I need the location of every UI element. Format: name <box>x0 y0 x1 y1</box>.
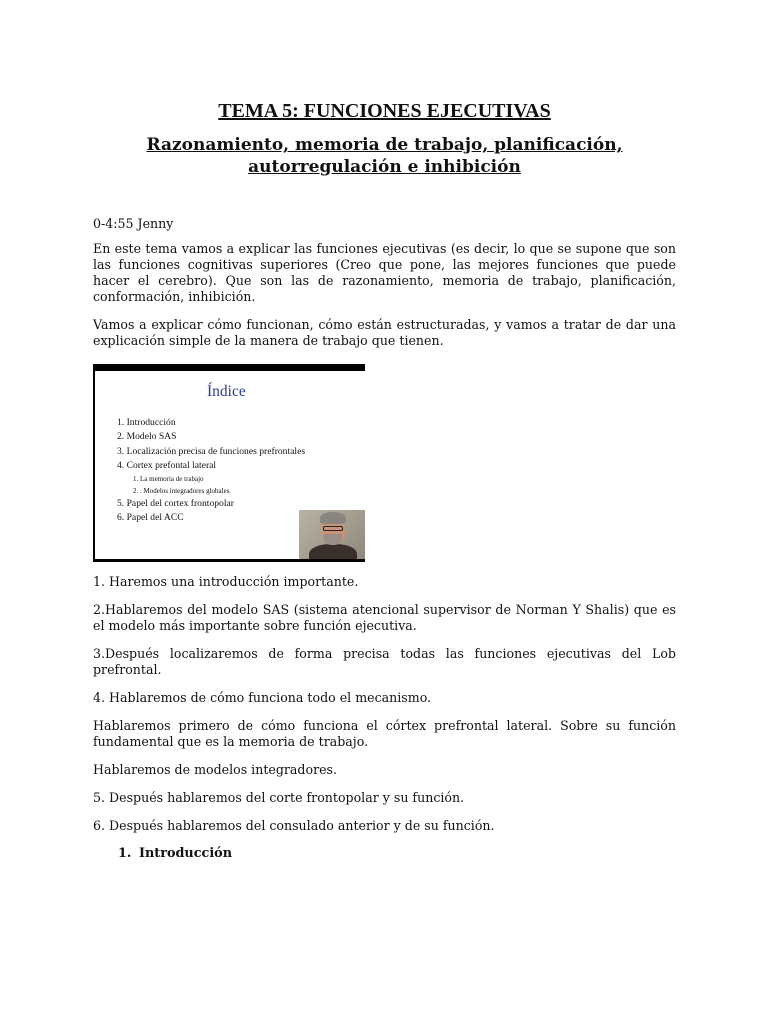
section-number: 1. <box>118 846 132 861</box>
body-paragraph: Hablaremos de modelos integradores. <box>93 762 338 777</box>
document-page <box>93 98 676 862</box>
body-paragraph: 4. Hablaremos de cómo funciona todo el mecanismo. <box>93 690 432 705</box>
speaker-timestamp: 0-4:55 Jenny <box>93 216 174 231</box>
intro-paragraph: Vamos a explicar cómo funcionan, cómo están estructuradas, y vamos a tratar de dar una explicación simple de la manera de trabajo que tienen. <box>93 317 676 348</box>
slide-list-subitem: 2. . Modelos integradores globales <box>133 487 230 496</box>
intro-paragraph: En este tema vamos a explicar las funciones ejecutivas (es decir, lo que se supone que son las funciones cognitivas superiores (Creo que pone, las mejores funciones que puede hacer el cerebro). Que son las de razonamiento, memoria de trabajo, planificación, conformación, inhibición. <box>93 241 676 304</box>
webcam-person-body <box>309 544 357 559</box>
webcam-thumbnail <box>299 510 365 559</box>
body-paragraph: 5. Después hablaremos del corte frontopolar y su función. <box>93 790 465 805</box>
slide-list-item: 2. Modelo SAS <box>117 431 177 443</box>
slide-title: Índice <box>207 383 246 400</box>
body-paragraph: 3.Después localizaremos de forma precisa todas las funciones ejecutivas del Lob prefrontal. <box>93 646 676 677</box>
slide-list-item: 5. Papel del cortex frontopolar <box>117 498 234 510</box>
slide-index-list <box>117 416 305 526</box>
webcam-person-hair <box>320 512 346 524</box>
body-paragraph: Hablaremos primero de cómo funciona el córtex prefrontal lateral. Sobre su función fundamental que es la memoria de trabajo. <box>93 718 676 749</box>
document-subtitle <box>93 134 676 178</box>
body-paragraph: 6. Después hablaremos del consulado anterior y de su función. <box>93 818 495 833</box>
document-title: TEMA 5: FUNCIONES EJECUTIVAS <box>218 100 551 122</box>
subtitle-line-2: autorregulación e inhibición <box>248 157 521 177</box>
subtitle-line-1: Razonamiento, memoria de trabajo, planificación, <box>146 135 623 155</box>
section-label: Introducción <box>139 846 233 861</box>
slide-list-item: 6. Papel del ACC <box>117 512 184 524</box>
section-heading <box>118 846 676 862</box>
body-paragraph: 2.Hablaremos del modelo SAS (sistema atencional supervisor de Norman Y Shalis) que es el modelo más importante sobre función ejecutiva. <box>93 602 676 633</box>
slide-list-item: 1. Introducción <box>117 417 176 428</box>
slide-list-item: 3. Localización precisa de funciones prefrontales <box>117 445 306 457</box>
slide-screenshot <box>93 364 365 562</box>
webcam-person-beard <box>324 534 342 545</box>
webcam-person-glasses <box>323 526 343 531</box>
slide-list-subitem: 1. La memoria de trabajo <box>133 475 204 484</box>
body-paragraph: 1. Haremos una introducción importante. <box>93 574 359 589</box>
slide-list-item: 4. Cortex prefontal lateral <box>117 459 217 471</box>
